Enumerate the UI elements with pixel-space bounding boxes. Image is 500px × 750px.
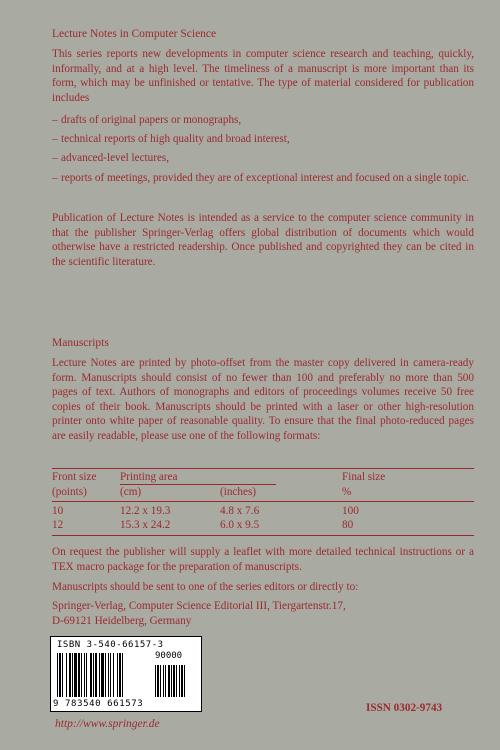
barcode-bar xyxy=(66,653,67,697)
col-header-inches: (inches) xyxy=(220,486,257,498)
barcode-bar xyxy=(117,653,118,697)
barcode-bar xyxy=(81,653,82,697)
isbn-barcode xyxy=(50,636,202,712)
barcode-bar xyxy=(84,653,85,697)
table-cell-cm: 15.3 x 24.2 xyxy=(120,519,171,531)
barcode-bar xyxy=(93,653,94,697)
material-list xyxy=(52,113,474,190)
barcode-bar xyxy=(59,653,61,697)
table-cell-inches: 6.0 x 9.5 xyxy=(220,519,260,531)
isbn-label: ISBN 3-540-66157-3 xyxy=(57,640,164,650)
list-item: – reports of meetings, provided they are of exceptional interest and focused on a single topic. xyxy=(52,171,474,186)
barcode-bar xyxy=(173,665,175,697)
barcode-bar xyxy=(90,653,92,697)
issn-label: ISSN 0302-9743 xyxy=(366,702,443,714)
barcode-bar xyxy=(72,653,73,697)
col-header-final-size: Final size xyxy=(342,471,386,483)
publisher-address xyxy=(52,599,474,628)
barcode-bar xyxy=(86,653,87,697)
table-cell-inches: 4.8 x 7.6 xyxy=(220,505,260,517)
barcode-bar xyxy=(171,665,172,697)
col-header-printing-area: Printing area xyxy=(120,471,178,483)
barcode-bar xyxy=(99,653,100,697)
barcode-bar xyxy=(95,653,97,697)
address-line: Springer-Verlag, Computer Science Editorial III, Tiergartenstr.17, xyxy=(52,600,346,612)
table-top-rule xyxy=(52,468,474,469)
table-bottom-rule xyxy=(52,535,474,536)
barcode-bar xyxy=(119,653,121,697)
publication-paragraph: Publication of Lecture Notes is intended as a service to the computer science community in that the publisher Springer-Verlag offers global distribution of documents which would otherwise have a restricted readership. Once published and copyrighted they can be cited in the scientific literature. xyxy=(52,212,474,268)
manuscripts-paragraph: Lecture Notes are printed by photo-offset from the master copy delivered in camera-ready form. Manuscripts should consist of no fewer than 100 and preferably no more than 500 pages of text. Authors of monographs and editors of proceedings volumes receive 50 free copies of their book. Manuscripts should be printed with a laser or other high-resolution printer onto white paper of reasonable quality. To ensure that the final photo-reduced pages are easily readable, please use one of the following formats: xyxy=(52,357,474,442)
send-paragraph: Manuscripts should be sent to one of the series editors or directly to: xyxy=(52,581,359,593)
printing-area-rule xyxy=(120,484,276,485)
barcode-addon-number: 90000 xyxy=(155,651,183,661)
barcode-bar xyxy=(69,653,71,697)
table-cell-front: 10 xyxy=(52,505,64,517)
barcode-bar xyxy=(74,653,77,697)
barcode-bar xyxy=(101,653,104,697)
table-cell-final: 100 xyxy=(342,505,359,517)
barcode-bar xyxy=(168,665,170,697)
request-paragraph: On request the publisher will supply a leaflet with more detailed technical instructions or a TEX macro package for the preparation of manuscripts. xyxy=(52,546,474,573)
col-header-points: (points) xyxy=(52,486,87,498)
barcode-bar xyxy=(155,665,156,697)
list-item: – drafts of original papers or monographs, xyxy=(52,113,474,128)
series-intro: This series reports new developments in computer science research and teaching, quickly, informally, and at a high level. The timeliness of a manuscript is more important than its form, which may be unfinished or tentative. The type of material considered for publication includes xyxy=(52,48,474,104)
barcode-bar xyxy=(176,665,177,697)
manuscripts-heading: Manuscripts xyxy=(52,337,109,349)
table-header-rule xyxy=(52,501,474,502)
barcode-bar xyxy=(179,665,180,697)
col-header-percent: % xyxy=(342,486,352,498)
barcode-bar xyxy=(181,665,183,697)
series-heading: Lecture Notes in Computer Science xyxy=(52,28,217,40)
barcode-bar xyxy=(157,665,159,697)
barcode-bar xyxy=(122,653,123,697)
barcode-bar xyxy=(57,653,58,697)
col-header-cm: (cm) xyxy=(120,486,142,498)
barcode-bar xyxy=(78,653,80,697)
barcode-bar xyxy=(110,653,111,697)
barcode-bar xyxy=(113,653,114,697)
barcode-bar xyxy=(165,665,166,697)
address-line: D-69121 Heidelberg, Germany xyxy=(52,614,192,627)
table-cell-final: 80 xyxy=(342,519,354,531)
list-item: – technical reports of high quality and broad interest, xyxy=(52,132,474,147)
col-header-front-size: Front size xyxy=(52,471,97,483)
barcode-bar xyxy=(160,665,161,697)
publisher-url[interactable]: http://www.springer.de xyxy=(55,718,160,730)
barcode-bar xyxy=(108,653,109,697)
list-item: – advanced-level lectures, xyxy=(52,151,474,166)
barcode-bar xyxy=(105,653,106,697)
barcode-bar xyxy=(184,665,185,697)
barcode-ean-number: 9 783540 661573 xyxy=(53,699,144,709)
table-cell-front: 12 xyxy=(52,519,64,531)
barcode-bar xyxy=(62,653,63,697)
barcode-bar xyxy=(163,665,164,697)
table-cell-cm: 12.2 x 19.3 xyxy=(120,505,171,517)
